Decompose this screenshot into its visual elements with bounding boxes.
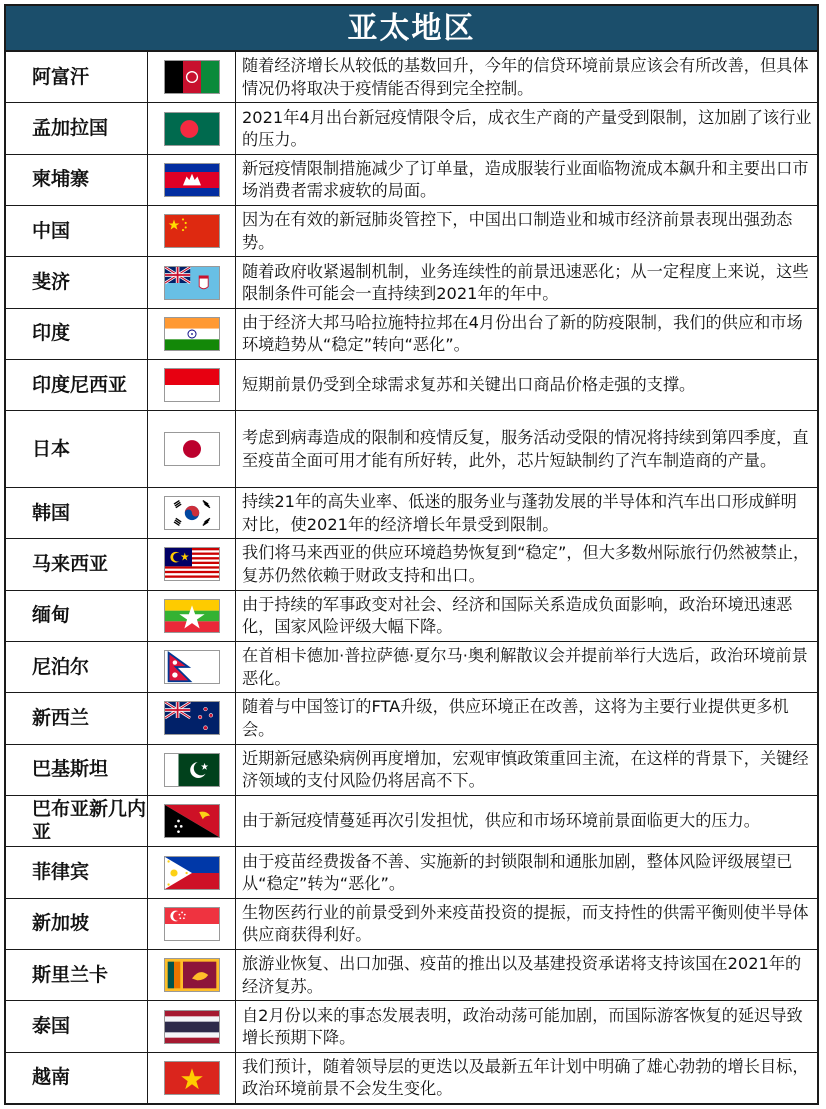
afghanistan-flag-icon: [164, 60, 220, 94]
flag-cell: [148, 745, 236, 795]
flag-cell: [148, 693, 236, 743]
table-body: [6, 52, 817, 1103]
new-zealand-flag-icon: [164, 701, 220, 735]
country-outlook-text: 新冠疫情限制措施减少了订单量，造成服装行业面临物流成本飙升和主要出口市场消费者需求疲软的局面。: [242, 158, 809, 201]
nepal-flag-icon: [164, 650, 220, 684]
country-name: 新西兰: [6, 693, 148, 743]
country-name: 中国: [6, 206, 148, 256]
flag-cell: [148, 309, 236, 359]
country-outlook-text: 在首相卡德加·普拉萨德·夏尔马·奥利解散议会并提前举行大选后，政治环境前景恶化。: [242, 646, 808, 688]
flag-cell: [148, 52, 236, 102]
flag-cell: [148, 1001, 236, 1051]
singapore-flag-icon: [164, 907, 220, 941]
country-name: 新加坡: [6, 899, 148, 949]
japan-flag-icon: [164, 432, 220, 466]
country-outlook-text: 近期新冠感染病例再度增加，宏观审慎政策重回主流，在这样的背景下，关键经济领域的支付风险仍将居高不下。: [242, 748, 809, 791]
country-outlook-text: 随着与中国签订的FTA升级，供应环境正在改善，这将为主要行业提供更多机会。: [242, 697, 789, 739]
table-row: [6, 155, 817, 206]
table-row: [6, 309, 817, 360]
table-row: [6, 206, 817, 257]
country-name: 阿富汗: [6, 52, 148, 102]
table-row: [6, 488, 817, 539]
page-title: 亚太地区: [6, 6, 817, 52]
table-row: [6, 52, 817, 103]
country-name: 巴布亚新几内亚: [6, 796, 148, 846]
flag-cell: [148, 642, 236, 692]
country-outlook-text: 由于持续的军事政变对社会、经济和国际关系造成负面影响，政治环境迅速恶化，国家风险评级大幅下降。: [242, 594, 793, 637]
table-row: [6, 950, 817, 1001]
bangladesh-flag-icon: [164, 112, 220, 146]
country-outlook-text: 我们将马来西亚的供应环境趋势恢复到“稳定”，但大多数州际旅行仍然被禁止，复苏仍然依赖于财政支持和出口。: [242, 543, 810, 585]
table-row: [6, 899, 817, 950]
table-row: [6, 693, 817, 744]
country-outlook-text: 旅游业恢复、出口加强、疫苗的推出以及基建投资承诺将支持该国在2021年的经济复苏。: [242, 954, 802, 996]
country-name: 斐济: [6, 257, 148, 307]
country-outlook-text: 由于新冠疫情蔓延再次引发担忧，供应和市场环境前景面临更大的压力。: [242, 811, 760, 831]
table-row: [6, 539, 817, 590]
vietnam-flag-icon: [164, 1061, 220, 1095]
flag-cell: [148, 1053, 236, 1103]
asia-pacific-table: [4, 4, 819, 1105]
table-row: [6, 257, 817, 308]
table-row: [6, 642, 817, 693]
table-row: [6, 411, 817, 488]
country-outlook-text: 由于疫苗经费拨备不善、实施新的封锁限制和通胀加剧，整体风险评级展望已从“稳定”转为“恶化”。: [242, 851, 793, 893]
country-name: 缅甸: [6, 591, 148, 641]
country-name: 韩国: [6, 488, 148, 538]
papua-new-guinea-flag-icon: [164, 804, 220, 838]
country-name: 尼泊尔: [6, 642, 148, 692]
country-outlook-text: 生物医药行业的前景受到外来疫苗投资的提振，而支持性的供需平衡则使半导体供应商获得利好。: [242, 902, 809, 945]
country-name: 印度尼西亚: [6, 360, 148, 410]
flag-cell: [148, 411, 236, 487]
country-name: 孟加拉国: [6, 103, 148, 153]
flag-cell: [148, 539, 236, 589]
table-row: [6, 591, 817, 642]
country-outlook-text: 短期前景仍受到全球需求复苏和关键出口商品价格走强的支撑。: [242, 375, 696, 395]
country-outlook-text: 随着经济增长从较低的基数回升，今年的信贷环境前景应该会有所改善，但具体情况仍将取决于疫情能否得到完全控制。: [242, 56, 809, 98]
flag-cell: [148, 103, 236, 153]
table-row: [6, 1053, 817, 1103]
table-row: [6, 1001, 817, 1052]
country-name: 菲律宾: [6, 847, 148, 897]
table-row: [6, 745, 817, 796]
thailand-flag-icon: [164, 1010, 220, 1044]
cambodia-flag-icon: [164, 163, 220, 197]
flag-cell: [148, 591, 236, 641]
table-row: [6, 360, 817, 411]
flag-cell: [148, 950, 236, 1000]
country-outlook-text: 我们预计，随着领导层的更迭以及最新五年计划中明确了雄心勃勃的增长目标，政治环境前景不会发生变化。: [242, 1056, 809, 1099]
country-outlook-text: 考虑到病毒造成的限制和疫情反复，服务活动受限的情况将持续到第四季度，直至疫苗全面可用才能有所好转，此外，芯片短缺制约了汽车制造商的产量。: [242, 428, 809, 470]
country-name: 泰国: [6, 1001, 148, 1051]
country-outlook-text: 因为在有效的新冠肺炎管控下，中国出口制造业和城市经济前景表现出强劲态势。: [242, 210, 793, 252]
pakistan-flag-icon: [164, 753, 220, 787]
country-name: 日本: [6, 411, 148, 487]
country-outlook-text: 自2月份以来的事态发展表明，政治动荡可能加剧，而国际游客恢复的延迟导致增长预期下降。: [242, 1005, 803, 1048]
table-row: [6, 847, 817, 898]
sri-lanka-flag-icon: [164, 958, 220, 992]
indonesia-flag-icon: [164, 368, 220, 402]
flag-cell: [148, 360, 236, 410]
flag-cell: [148, 899, 236, 949]
country-name: 巴基斯坦: [6, 745, 148, 795]
flag-cell: [148, 206, 236, 256]
south-korea-flag-icon: [164, 496, 220, 530]
china-flag-icon: [164, 214, 220, 248]
table-row: [6, 796, 817, 847]
malaysia-flag-icon: [164, 547, 220, 581]
country-name: 印度: [6, 309, 148, 359]
country-outlook-text: 由于经济大邦马哈拉施特拉邦在4月份出台了新的防疫限制，我们的供应和市场环境趋势从“稳定”转向“恶化”。: [242, 312, 803, 355]
country-name: 斯里兰卡: [6, 950, 148, 1000]
flag-cell: [148, 847, 236, 897]
country-name: 柬埔寨: [6, 155, 148, 205]
country-outlook-text: 2021年4月出台新冠疫情限令后，成衣生产商的产量受到限制，这加剧了该行业的压力。: [242, 107, 812, 150]
india-flag-icon: [164, 317, 220, 351]
country-name: 越南: [6, 1053, 148, 1103]
country-outlook-text: 持续21年的高失业率、低迷的服务业与蓬勃发展的半导体和汽车出口形成鲜明对比，使2021年的经济增长年景受到限制。: [242, 492, 797, 534]
country-outlook-text: 随着政府收紧遏制机制，业务连续性的前景迅速恶化；从一定程度上来说，这些限制条件可能会一直持续到2021年的年中。: [242, 261, 809, 304]
flag-cell: [148, 155, 236, 205]
fiji-flag-icon: [164, 266, 220, 300]
philippines-flag-icon: [164, 856, 220, 890]
table-row: [6, 103, 817, 154]
flag-cell: [148, 488, 236, 538]
country-name: 马来西亚: [6, 539, 148, 589]
flag-cell: [148, 257, 236, 307]
myanmar-flag-icon: [164, 599, 220, 633]
flag-cell: [148, 796, 236, 846]
